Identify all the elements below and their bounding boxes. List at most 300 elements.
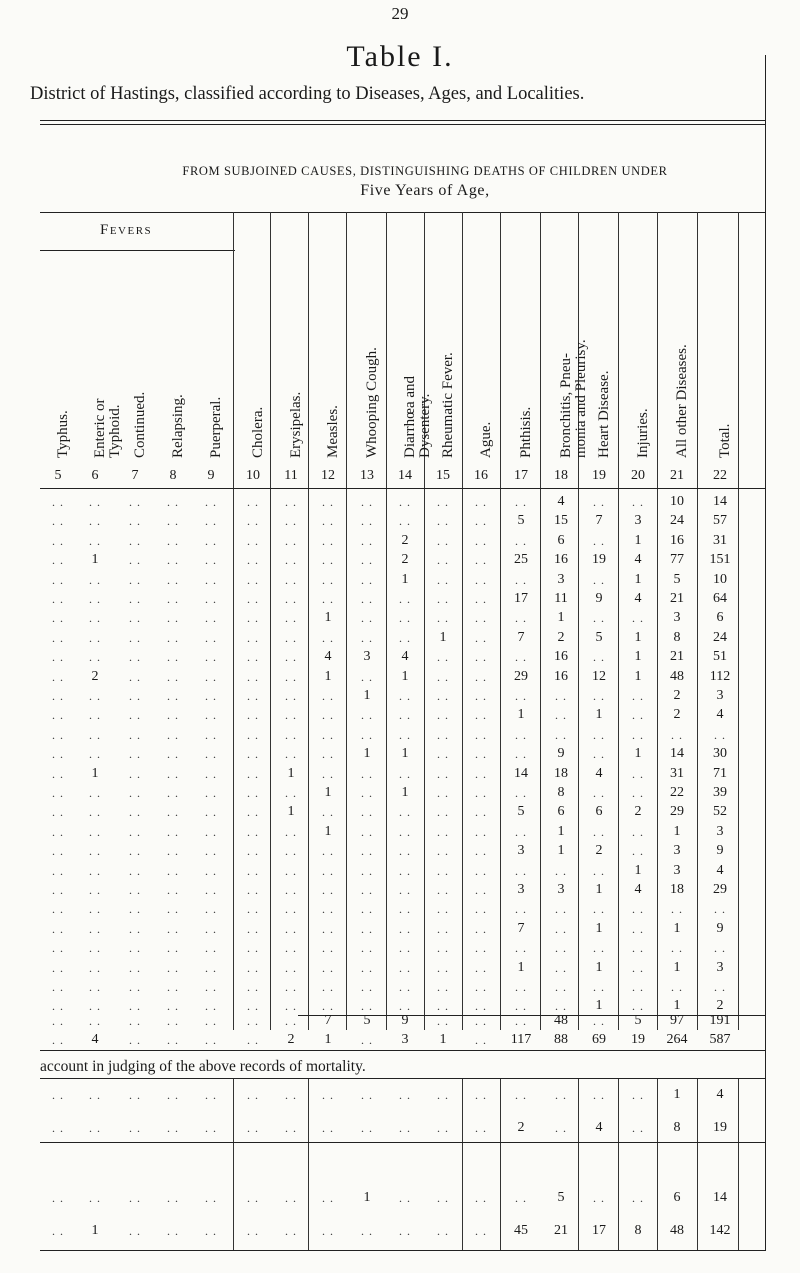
column-number: 12 bbox=[321, 468, 335, 483]
table-cell: . . bbox=[285, 747, 297, 762]
table-cell: . . bbox=[593, 572, 605, 587]
column-number: 6 bbox=[91, 468, 99, 483]
column-header: Puerperal. bbox=[208, 396, 224, 458]
lower-cell: 8 bbox=[634, 1223, 642, 1238]
table-cell: . . bbox=[52, 592, 64, 606]
table-cell: . . bbox=[322, 747, 334, 762]
table-cell: . . bbox=[361, 572, 373, 587]
table-cell: . . bbox=[129, 786, 141, 800]
table-cell: . . bbox=[322, 592, 334, 606]
lower-cell: 1 bbox=[91, 1223, 99, 1238]
table-cell: . . bbox=[399, 689, 411, 703]
lower-cell: . . bbox=[632, 1088, 644, 1102]
lower-cell: 2 bbox=[517, 1120, 525, 1135]
table-cell: . . bbox=[437, 863, 449, 878]
table-cell: . . bbox=[129, 592, 141, 606]
table-cell: . . bbox=[593, 727, 605, 742]
table-cell: . . bbox=[632, 611, 644, 626]
table-cell: . . bbox=[205, 805, 217, 820]
table-cell: 1 bbox=[634, 532, 642, 548]
table-cell: 1 bbox=[401, 571, 409, 587]
table-cell: . . bbox=[247, 921, 259, 936]
table-cell: . . bbox=[52, 689, 64, 703]
column-header: Phthisis. bbox=[518, 406, 534, 458]
total-cell: . . bbox=[285, 1014, 297, 1028]
table-cell: 16 bbox=[554, 668, 568, 684]
table-cell: . . bbox=[475, 533, 487, 548]
table-cell: . . bbox=[593, 611, 605, 626]
table-cell: . . bbox=[89, 824, 101, 839]
table-cell: . . bbox=[475, 630, 487, 645]
table-cell: 14 bbox=[670, 746, 684, 762]
table-cell: 29 bbox=[713, 882, 727, 897]
table-cell: . . bbox=[52, 572, 64, 587]
table-cell: . . bbox=[285, 902, 297, 917]
column-header: Erysipelas. bbox=[288, 391, 304, 458]
lower-rule bbox=[40, 1142, 765, 1143]
lower-cell: . . bbox=[167, 1224, 179, 1238]
column-number: 22 bbox=[713, 468, 727, 483]
table-cell: . . bbox=[205, 902, 217, 917]
table-cell: . . bbox=[361, 960, 373, 975]
table-cell: . . bbox=[322, 844, 334, 859]
table-cell: . . bbox=[89, 805, 101, 820]
table-cell: . . bbox=[89, 941, 101, 956]
table-cell: . . bbox=[361, 669, 373, 684]
table-cell: . . bbox=[129, 960, 141, 975]
table-cell: . . bbox=[399, 824, 411, 839]
table-cell: 4 bbox=[634, 552, 642, 568]
table-cell: . . bbox=[475, 514, 487, 529]
table-cell: . . bbox=[399, 999, 411, 1014]
table-cell: 3 bbox=[716, 959, 724, 975]
table-cell: . . bbox=[167, 941, 179, 956]
lower-cell: . . bbox=[437, 1088, 449, 1102]
lower-cell: . . bbox=[437, 1121, 449, 1135]
lower-cell: . . bbox=[399, 1088, 411, 1102]
table-cell: . . bbox=[247, 514, 259, 529]
table-cell: 2 bbox=[673, 688, 681, 703]
table-cell: . . bbox=[247, 999, 259, 1014]
table-cell: . . bbox=[555, 980, 567, 994]
table-cell: . . bbox=[515, 495, 527, 509]
table-cell: . . bbox=[167, 805, 179, 820]
table-cell: . . bbox=[89, 999, 101, 1014]
table-cell: . . bbox=[167, 980, 179, 994]
table-cell: . . bbox=[593, 824, 605, 839]
table-cell: . . bbox=[285, 611, 297, 626]
table-cell: . . bbox=[89, 844, 101, 859]
table-cell: 1 bbox=[401, 785, 409, 800]
table-cell: . . bbox=[52, 533, 64, 548]
table-cell: . . bbox=[89, 495, 101, 509]
table-cell: 16 bbox=[554, 649, 568, 665]
lower-cell: . . bbox=[205, 1121, 217, 1135]
table-cell: . . bbox=[129, 572, 141, 587]
table-cell: 2 bbox=[401, 552, 409, 568]
fevers-group-label: Fevers bbox=[100, 222, 153, 238]
table-cell: . . bbox=[89, 921, 101, 936]
lower-cell: . . bbox=[205, 1224, 217, 1238]
table-cell: . . bbox=[399, 708, 411, 723]
total-cell: . . bbox=[167, 1033, 179, 1047]
table-cell: . . bbox=[205, 630, 217, 645]
table-cell: 12 bbox=[592, 668, 606, 684]
table-cell: . . bbox=[205, 669, 217, 684]
table-cell: 3 bbox=[716, 688, 724, 703]
table-cell: . . bbox=[52, 921, 64, 936]
table-cell: . . bbox=[205, 533, 217, 548]
table-cell: . . bbox=[515, 786, 527, 800]
total-cell: . . bbox=[52, 1014, 64, 1028]
table-cell: . . bbox=[437, 611, 449, 626]
table-cell: 6 bbox=[716, 610, 724, 626]
table-cell: . . bbox=[714, 941, 726, 956]
table-cell: . . bbox=[285, 514, 297, 529]
lower-cell: . . bbox=[167, 1088, 179, 1102]
total-cell: 1 bbox=[324, 1032, 332, 1047]
lower-cell: 1 bbox=[363, 1190, 371, 1205]
table-cell: 24 bbox=[713, 629, 727, 645]
table-cell: . . bbox=[322, 902, 334, 917]
table-cell: 1 bbox=[595, 959, 603, 975]
total-cell: . . bbox=[515, 1014, 527, 1028]
table-cell: . . bbox=[555, 708, 567, 723]
right-border bbox=[765, 55, 766, 1251]
table-cell: 5 bbox=[517, 513, 525, 529]
table-cell: . . bbox=[399, 921, 411, 936]
column-header: Cholera. bbox=[250, 406, 266, 458]
table-cell: 29 bbox=[670, 804, 684, 820]
table-cell: 2 bbox=[595, 843, 603, 859]
table-cell: . . bbox=[247, 611, 259, 626]
table-cell: . . bbox=[555, 902, 567, 917]
table-cell: . . bbox=[593, 980, 605, 994]
table-cell: . . bbox=[247, 747, 259, 762]
table-cell: . . bbox=[167, 650, 179, 665]
table-cell: 14 bbox=[713, 494, 727, 509]
table-cell: . . bbox=[285, 650, 297, 665]
lower-column-divider bbox=[697, 1078, 698, 1250]
table-cell: 5 bbox=[673, 571, 681, 587]
table-cell: 24 bbox=[670, 513, 684, 529]
table-cell: . . bbox=[475, 786, 487, 800]
table-cell: 1 bbox=[557, 843, 565, 859]
table-cell: . . bbox=[632, 921, 644, 936]
table-cell: . . bbox=[475, 844, 487, 859]
lower-cell: 4 bbox=[595, 1120, 603, 1135]
lower-cell: . . bbox=[205, 1191, 217, 1205]
total-cell: . . bbox=[205, 1033, 217, 1047]
table-cell: . . bbox=[89, 592, 101, 606]
table-cell: 57 bbox=[713, 513, 727, 529]
table-cell: . . bbox=[475, 727, 487, 742]
table-cell: . . bbox=[129, 980, 141, 994]
table-cell: . . bbox=[52, 727, 64, 742]
table-cell: . . bbox=[515, 533, 527, 548]
table-cell: . . bbox=[632, 980, 644, 994]
total-cell: . . bbox=[361, 1033, 373, 1047]
table-cell: 5 bbox=[595, 629, 603, 645]
lower-cell: . . bbox=[632, 1121, 644, 1135]
lower-cell: . . bbox=[437, 1224, 449, 1238]
table-cell: . . bbox=[247, 553, 259, 568]
table-cell: . . bbox=[437, 553, 449, 568]
column-number: 10 bbox=[246, 468, 260, 483]
table-cell: . . bbox=[437, 921, 449, 936]
table-cell: 1 bbox=[634, 668, 642, 684]
table-cell: 3 bbox=[673, 843, 681, 859]
table-cell: . . bbox=[89, 883, 101, 897]
total-cell: . . bbox=[593, 1014, 605, 1028]
table-cell: . . bbox=[515, 611, 527, 626]
table-cell: . . bbox=[632, 902, 644, 917]
table-cell: . . bbox=[322, 766, 334, 781]
table-cell: . . bbox=[632, 727, 644, 742]
table-cell: . . bbox=[247, 980, 259, 994]
table-cell: . . bbox=[475, 863, 487, 878]
table-cell: . . bbox=[322, 572, 334, 587]
table-cell: . . bbox=[89, 786, 101, 800]
total-cell: 117 bbox=[510, 1032, 532, 1047]
table-cell: . . bbox=[399, 727, 411, 742]
lower-cell: . . bbox=[129, 1224, 141, 1238]
table-cell: . . bbox=[129, 902, 141, 917]
table-cell: . . bbox=[205, 727, 217, 742]
table-cell: . . bbox=[247, 941, 259, 956]
header-bottom-rule bbox=[40, 488, 765, 489]
table-cell: . . bbox=[129, 883, 141, 897]
lower-cell: . . bbox=[475, 1191, 487, 1205]
table-cell: . . bbox=[205, 495, 217, 509]
table-cell: . . bbox=[167, 553, 179, 568]
table-cell: . . bbox=[475, 766, 487, 781]
table-cell: . . bbox=[285, 980, 297, 994]
table-cell: 3 bbox=[517, 882, 525, 897]
top-rule bbox=[40, 120, 765, 121]
table-cell: . . bbox=[52, 941, 64, 956]
table-cell: 6 bbox=[557, 804, 565, 820]
table-cell: 3 bbox=[557, 571, 565, 587]
lower-cell: 142 bbox=[709, 1223, 731, 1238]
table-cell: . . bbox=[399, 960, 411, 975]
lower-cell: . . bbox=[52, 1191, 64, 1205]
table-cell: . . bbox=[437, 669, 449, 684]
table-cell: . . bbox=[399, 883, 411, 897]
table-cell: . . bbox=[247, 786, 259, 800]
table-cell: . . bbox=[593, 941, 605, 956]
table-cell: . . bbox=[515, 980, 527, 994]
table-cell: . . bbox=[475, 572, 487, 587]
table-cell: . . bbox=[205, 689, 217, 703]
lower-cell: 4 bbox=[716, 1087, 724, 1102]
table-cell: . . bbox=[89, 650, 101, 665]
table-cell: . . bbox=[247, 805, 259, 820]
table-cell: . . bbox=[399, 766, 411, 781]
table-cell: . . bbox=[205, 553, 217, 568]
table-cell: . . bbox=[632, 766, 644, 781]
table-cell: . . bbox=[247, 708, 259, 723]
table-cell: . . bbox=[167, 921, 179, 936]
table-cell: . . bbox=[671, 727, 683, 742]
table-cell: . . bbox=[285, 669, 297, 684]
table-cell: . . bbox=[167, 824, 179, 839]
column-number: 18 bbox=[554, 468, 568, 483]
table-cell: 8 bbox=[557, 785, 565, 800]
lower-cell: . . bbox=[247, 1224, 259, 1238]
column-header: Rheumatic Fever. bbox=[440, 352, 456, 458]
table-cell: . . bbox=[437, 824, 449, 839]
table-cell: . . bbox=[167, 844, 179, 859]
table-cell: . . bbox=[361, 495, 373, 509]
table-cell: . . bbox=[167, 495, 179, 509]
table-cell: . . bbox=[322, 630, 334, 645]
table-cell: . . bbox=[205, 514, 217, 529]
table-cell: . . bbox=[129, 514, 141, 529]
table-cell: . . bbox=[361, 883, 373, 897]
column-header: Total. bbox=[717, 423, 733, 458]
table-cell: . . bbox=[475, 980, 487, 994]
total-cell: 9 bbox=[401, 1013, 409, 1028]
table-cell: . . bbox=[399, 630, 411, 645]
table-cell: . . bbox=[205, 960, 217, 975]
table-cell: . . bbox=[247, 863, 259, 878]
table-cell: . . bbox=[399, 805, 411, 820]
table-cell: . . bbox=[285, 689, 297, 703]
table-cell: 15 bbox=[554, 513, 568, 529]
table-cell: . . bbox=[129, 650, 141, 665]
table-cell: . . bbox=[322, 553, 334, 568]
table-cell: 25 bbox=[514, 552, 528, 568]
table-cell: 1 bbox=[287, 765, 295, 781]
table-cell: 39 bbox=[713, 785, 727, 800]
table-cell: . . bbox=[515, 727, 527, 742]
table-cell: . . bbox=[632, 689, 644, 703]
table-cell: . . bbox=[322, 999, 334, 1014]
column-number: 15 bbox=[436, 468, 450, 483]
table-cell: . . bbox=[52, 553, 64, 568]
table-cell: 1 bbox=[557, 823, 565, 839]
table-cell: 29 bbox=[514, 668, 528, 684]
table-cell: . . bbox=[593, 533, 605, 548]
table-cell: . . bbox=[52, 902, 64, 917]
table-cell: . . bbox=[205, 786, 217, 800]
table-cell: . . bbox=[322, 883, 334, 897]
table-cell: 1 bbox=[673, 959, 681, 975]
fevers-rule bbox=[40, 250, 235, 251]
table-cell: 9 bbox=[716, 920, 724, 936]
table-cell: . . bbox=[399, 863, 411, 878]
table-cell: 1 bbox=[324, 785, 332, 800]
table-cell: . . bbox=[322, 727, 334, 742]
table-heading bbox=[60, 162, 790, 200]
column-number: 21 bbox=[670, 468, 684, 483]
lower-cell: . . bbox=[475, 1224, 487, 1238]
table-cell: . . bbox=[593, 786, 605, 800]
table-cell: 3 bbox=[716, 823, 724, 839]
table-cell: 1 bbox=[439, 629, 447, 645]
table-cell: . . bbox=[129, 824, 141, 839]
table-cell: . . bbox=[167, 999, 179, 1014]
table-cell: . . bbox=[52, 805, 64, 820]
table-cell: . . bbox=[89, 727, 101, 742]
note-rule bbox=[40, 1078, 765, 1079]
column-header: Whooping Cough. bbox=[364, 347, 380, 458]
table-cell: . . bbox=[515, 572, 527, 587]
table-cell: . . bbox=[361, 592, 373, 606]
total-cell: . . bbox=[52, 1033, 64, 1047]
table-cell: . . bbox=[205, 572, 217, 587]
table-cell: . . bbox=[247, 902, 259, 917]
table-cell: . . bbox=[167, 533, 179, 548]
column-header: Ague. bbox=[478, 421, 494, 458]
table-cell: 4 bbox=[634, 882, 642, 897]
lower-cell: . . bbox=[322, 1224, 334, 1238]
table-cell: . . bbox=[167, 747, 179, 762]
lower-cell: . . bbox=[593, 1191, 605, 1205]
table-cell: 31 bbox=[670, 765, 684, 781]
table-cell: . . bbox=[322, 708, 334, 723]
table-cell: . . bbox=[247, 669, 259, 684]
total-cell: 4 bbox=[91, 1032, 99, 1047]
table-cell: 3 bbox=[363, 649, 371, 665]
lower-cell: . . bbox=[129, 1121, 141, 1135]
table-cell: . . bbox=[322, 921, 334, 936]
lower-cell: . . bbox=[129, 1088, 141, 1102]
table-cell: . . bbox=[361, 611, 373, 626]
table-cell: 16 bbox=[670, 532, 684, 548]
table-cell: . . bbox=[555, 941, 567, 956]
table-cell: . . bbox=[129, 611, 141, 626]
table-cell: 1 bbox=[517, 959, 525, 975]
column-header: Bronchitis, Pneu- monia and Pleurisy. bbox=[558, 339, 589, 458]
total-cell: 1 bbox=[439, 1032, 447, 1047]
table-cell: . . bbox=[129, 863, 141, 878]
column-number: 13 bbox=[360, 468, 374, 483]
table-cell: 2 bbox=[634, 804, 642, 820]
lower-cell: 14 bbox=[713, 1190, 727, 1205]
table-cell: 3 bbox=[517, 843, 525, 859]
table-cell: . . bbox=[322, 533, 334, 548]
lower-cell: . . bbox=[361, 1088, 373, 1102]
total-cell: . . bbox=[475, 1014, 487, 1028]
table-cell: . . bbox=[247, 766, 259, 781]
page-number: 29 bbox=[391, 4, 409, 23]
column-header: Measles. bbox=[325, 405, 341, 458]
table-cell: . . bbox=[167, 960, 179, 975]
table-cell: 1 bbox=[517, 707, 525, 723]
table-cell: . . bbox=[285, 630, 297, 645]
table-cell: . . bbox=[361, 630, 373, 645]
table-cell: . . bbox=[437, 592, 449, 606]
table-cell: . . bbox=[361, 844, 373, 859]
lower-cell: . . bbox=[285, 1121, 297, 1135]
column-header: Relapsing. bbox=[170, 394, 186, 458]
table-cell: . . bbox=[129, 669, 141, 684]
table-cell: . . bbox=[205, 766, 217, 781]
table-cell: 16 bbox=[554, 552, 568, 568]
total-cell: . . bbox=[89, 1014, 101, 1028]
table-cell: . . bbox=[167, 630, 179, 645]
table-cell: . . bbox=[205, 844, 217, 859]
table-cell: . . bbox=[89, 689, 101, 703]
table-cell: . . bbox=[437, 805, 449, 820]
column-header: Typhus. bbox=[55, 410, 71, 458]
table-cell: 9 bbox=[716, 843, 724, 859]
table-cell: . . bbox=[475, 805, 487, 820]
table-cell: . . bbox=[205, 824, 217, 839]
table-cell: . . bbox=[361, 805, 373, 820]
